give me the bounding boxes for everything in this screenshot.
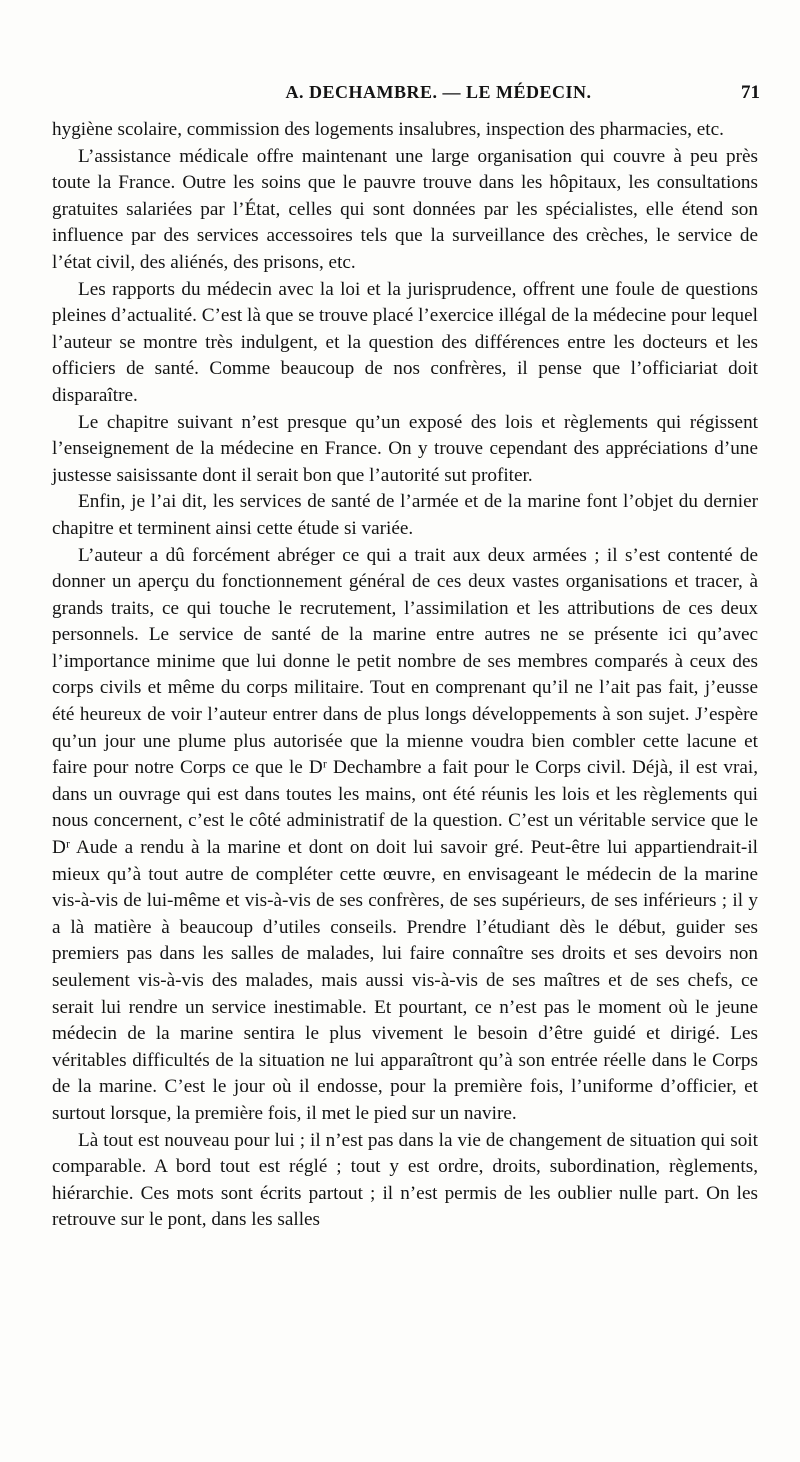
paragraph: L’assistance médicale offre maintenant une large organisation qui couvre à peu près toute la France. Outre les soins que le pauvre trouve dans les hôpitaux, les consultations gratuites salariées par l’État, celles qui sont données par les spécialistes, elle étend son influence par des services accessoires tels que la surveillance des crèches, le service de l’état civil, des aliénés, des prisons, etc. (52, 145, 758, 273)
paragraph: L’auteur a dû forcément abréger ce qui a trait aux deux armées ; il s’est contenté de donner un aperçu du fonctionnement général de ces deux vastes organisations et tracer, à grands traits, ce qui touche le recrutement, l’assimilation et les attributions de ces deux personnels. Le service de santé de la marine entre autres ne se présente ici qu’avec l’importance minime que lui donne le petit nombre de ses membres comparés à ceux des corps civils et même du corps militaire. Tout en comprenant qu’il ne l’ait pas fait, j’eusse été heureux de voir l’auteur entrer dans de plus longs développements à son sujet. J’espère qu’un jour une plume plus autorisée que la mienne voudra bien combler cette lacune et faire pour notre Corps ce que le Dʳ Dechambre a fait pour le Corps civil. Déjà, il est vrai, dans un ouvrage qui est dans toutes les mains, ont été réunis les lois et les règlements qui nous concernent, c’est le côté administratif de la question. C’est un véritable service que le Dʳ Aude a rendu à la marine et dont on doit lui savoir gré. Peut-être lui appartiendrait-il mieux qu’à tout autre de compléter cette œuvre, en envisageant le médecin de la marine vis-à-vis de lui-même et vis-à-vis de ses confrères, de ses supérieurs, de ses inférieurs ; il y a là matière à beaucoup d’utiles conseils. Prendre l’étudiant dès le début, guider ses premiers pas dans les salles de malades, lui faire connaître ses droits et ses devoirs non seulement vis-à-vis des malades, mais aussi vis-à-vis de ses maîtres et de ses chefs, ce serait lui rendre un service inestimable. Et pourtant, ce n’est pas le moment où le jeune médecin de la marine sentira le plus vivement le besoin d’être guidé et dirigé. Les véritables difficultés de la situation ne lui apparaîtront qu’à son entrée réelle dans le Corps de la marine. C’est le jour où il endosse, pour la première fois, l’uniforme d’officier, et surtout lorsque, la première fois, il met le pied sur un navire. (52, 544, 758, 1124)
paragraph: hygiène scolaire, commission des logements insalubres, inspection des pharmacies, etc. (52, 119, 724, 140)
paragraph: Le chapitre suivant n’est presque qu’un exposé des lois et règlements qui régissent l’enseignement de la médecine en France. On y trouve cependant des appréciations d’une justesse saisissante dont il serait bon que l’autorité sut profiter. (52, 411, 758, 486)
running-header (96, 82, 760, 112)
paragraph: Là tout est nouveau pour lui ; il n’est pas dans la vie de changement de situation qui soit comparable. A bord tout est réglé ; tout y est ordre, droits, subordination, règlements, hiérarchie. Ces mots sont écrits partout ; il n’est permis de les oublier nulle part. On les retrouve sur le pont, dans les salles (52, 1129, 758, 1231)
paragraph: Les rapports du médecin avec la loi et la jurisprudence, offrent une foule de questions pleines d’actualité. C’est là que se trouve placé l’exercice illégal de la médecine pour lequel l’auteur se montre très indulgent, et la question des différences entre les docteurs et les officiers de santé. Comme beaucoup de nos confrères, il pense que l’officiariat doit disparaître. (52, 278, 758, 406)
running-title: A. DECHAMBRE. — LE MÉDECIN. (285, 82, 592, 102)
page-number: 71 (741, 82, 760, 103)
text-body (52, 117, 758, 1234)
paragraph: Enfin, je l’ai dit, les services de santé de l’armée et de la marine font l’objet du dernier chapitre et terminent ainsi cette étude si variée. (52, 491, 758, 539)
